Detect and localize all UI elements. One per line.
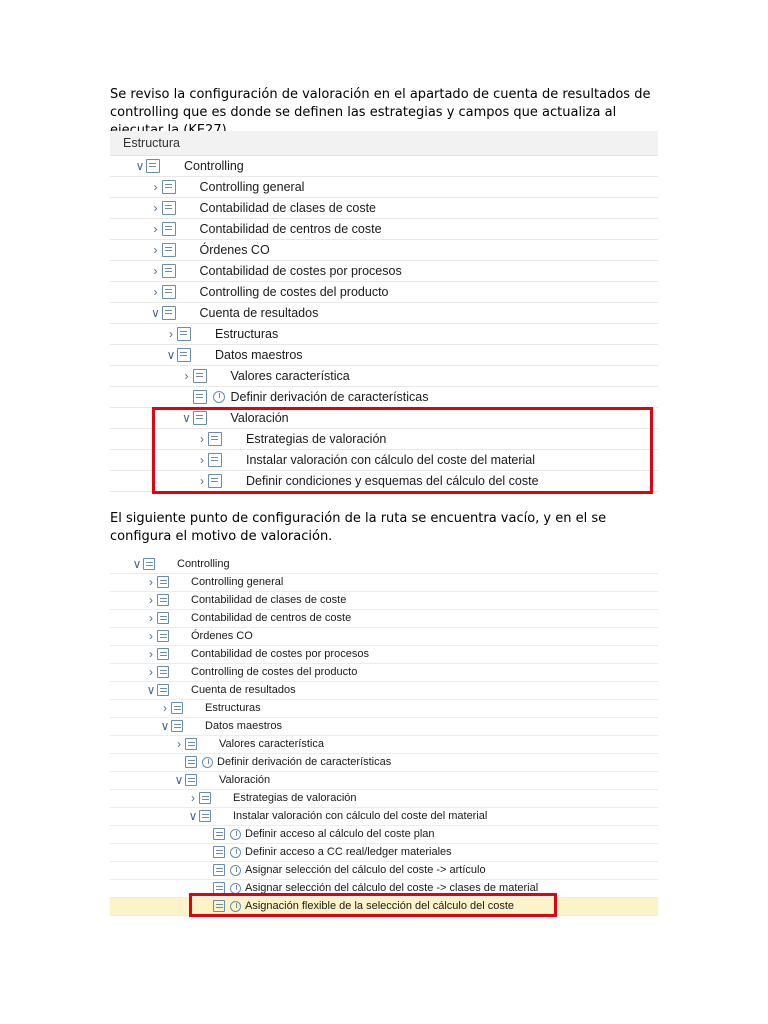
tree-node-label: Asignar selección del cálculo del coste -> clases de material [245,882,539,894]
tree-node[interactable] [110,387,658,408]
folder-doc-icon [157,576,169,588]
tree-node-label: Valoración [230,411,289,425]
tree-node-label: Contabilidad de clases de coste [199,201,377,215]
tree-node[interactable] [110,240,658,261]
tree-node-label: Valoración [219,774,271,786]
tree-node-label: Controlling de costes del producto [191,666,358,678]
tree-node[interactable] [110,610,658,628]
folder-doc-icon [185,738,197,750]
chevron-right-icon[interactable]: › [153,180,158,194]
tree-node[interactable] [110,366,658,387]
tree-node-label: Definir derivación de características [217,756,392,768]
chevron-down-icon[interactable]: ∨ [188,809,198,823]
tree-node[interactable] [110,282,658,303]
chevron-right-icon[interactable]: › [184,369,189,383]
tree-node-label: Estructuras [205,702,261,714]
intro-paragraph: Se reviso la configuración de valoración en el apartado de cuenta de resultados de controlling que es donde se definen las estrategias y campos que actualiza al [110,87,651,120]
tree-node[interactable] [110,219,658,240]
folder-doc-icon [193,369,207,383]
clock-icon [213,391,225,403]
folder-doc-icon [143,558,155,570]
chevron-down-icon[interactable]: ∨ [160,719,170,733]
tree-node-label: Controlling [184,159,244,173]
tree-node-label: Estructuras [215,327,279,341]
folder-doc-icon [157,648,169,660]
chevron-right-icon[interactable]: › [149,575,153,589]
tree-node[interactable] [110,556,658,574]
folder-doc-icon [162,306,176,320]
tree-node[interactable] [110,261,658,282]
chevron-right-icon[interactable]: › [149,593,153,607]
folder-doc-icon [157,612,169,624]
folder-doc-icon [162,201,176,215]
folder-doc-icon [162,285,176,299]
tree-2-rows [110,556,658,916]
tree-node[interactable] [110,646,658,664]
tree-node-label: Controlling general [199,180,305,194]
chevron-right-icon[interactable]: › [200,474,204,488]
clock-icon [230,865,241,876]
folder-doc-icon [193,390,207,404]
folder-doc-icon [157,594,169,606]
tree-node-label: Valores característica [219,738,324,750]
tree-node-label: Definir condiciones y esquemas del cálculo del coste [246,474,539,488]
clock-icon [202,757,213,768]
folder-doc-icon [213,828,225,840]
folder-doc-icon [157,666,169,678]
clock-icon [230,847,241,858]
asignacion-flexible-highlight-box [189,893,557,917]
tree-node[interactable] [110,718,658,736]
tree-node-label: Asignar selección del cálculo del coste -> artículo [245,864,486,876]
chevron-right-icon[interactable]: › [200,432,204,446]
folder-doc-icon [162,243,176,257]
tree-node-label: Asignación flexible de la selección del cálculo del coste [245,900,515,912]
chevron-down-icon[interactable]: ∨ [182,411,191,425]
tree-node-label: Contabilidad de centros de coste [191,612,352,624]
tree-node-label: Estrategias de valoración [246,432,387,446]
tree-node[interactable] [110,736,658,754]
tree-node-label: Definir acceso al cálculo del coste plan [245,828,435,840]
tree-node-label: Contabilidad de clases de coste [191,594,347,606]
tree-node-label: Valores característica [230,369,350,383]
tree-node-label: Contabilidad de costes por procesos [191,648,369,660]
folder-doc-icon [199,792,211,804]
chevron-right-icon[interactable]: › [200,453,204,467]
chevron-right-icon[interactable]: › [149,665,153,679]
tree-node[interactable] [110,844,658,862]
tree-node[interactable] [110,156,658,177]
tree-node-label: Controlling general [191,576,284,588]
chevron-down-icon[interactable]: ∨ [146,683,156,697]
tree-node-label: Órdenes CO [191,630,253,642]
sap-tree-screenshot-2 [110,556,658,918]
chevron-right-icon[interactable]: › [153,222,158,236]
tree-node-label: Controlling de costes del producto [199,285,389,299]
folder-doc-icon [199,810,211,822]
chevron-right-icon[interactable]: › [169,327,173,341]
folder-doc-icon [146,159,160,173]
valoracion-highlight-box [152,407,653,494]
chevron-down-icon[interactable]: ∨ [166,348,176,362]
tree-node-label: Estrategias de valoración [233,792,357,804]
folder-doc-icon [177,327,191,341]
chevron-right-icon[interactable]: › [153,264,158,278]
folder-doc-icon [157,684,169,696]
tree-node-label: Controlling [177,558,230,570]
tree-node-label: Instalar valoración con cálculo del coste del material [233,810,488,822]
chevron-right-icon[interactable]: › [149,629,153,643]
tree-node[interactable] [110,700,658,718]
tree-node[interactable] [110,628,658,646]
folder-doc-icon [171,720,183,732]
tree-node-label: Cuenta de resultados [191,684,296,696]
tree-node-label: Órdenes CO [199,243,270,257]
tree-node[interactable] [110,682,658,700]
folder-doc-icon [162,264,176,278]
chevron-right-icon[interactable]: › [191,791,195,805]
chevron-right-icon[interactable]: › [153,243,158,257]
folder-doc-icon [185,756,197,768]
chevron-right-icon[interactable]: › [163,701,167,715]
tree-node[interactable] [110,592,658,610]
second-paragraph: El siguiente punto de configuración de la ruta se encuentra vacío, y en el se configura el motivo de valoración. [110,511,607,544]
tree-node-label: Definir acceso a CC real/ledger materiales [245,846,452,858]
tree-node[interactable] [110,198,658,219]
tree-header: Estructura [110,131,658,156]
folder-doc-icon [177,348,191,362]
folder-doc-icon [171,702,183,714]
chevron-down-icon[interactable]: ∨ [132,557,142,571]
chevron-down-icon[interactable]: ∨ [174,773,184,787]
chevron-down-icon[interactable]: ∨ [135,159,145,173]
folder-doc-icon [185,774,197,786]
folder-doc-icon [162,180,176,194]
folder-doc-icon [213,846,225,858]
chevron-right-icon[interactable]: › [149,611,153,625]
tree-node[interactable] [110,177,658,198]
tree-node[interactable] [110,862,658,880]
chevron-right-icon[interactable]: › [153,201,158,215]
folder-doc-icon [162,222,176,236]
tree-node-label: Instalar valoración con cálculo del coste del material [246,453,536,467]
tree-node[interactable] [110,345,658,366]
tree-node[interactable] [110,808,658,826]
tree-node-label: Cuenta de resultados [199,306,319,320]
clock-icon [230,829,241,840]
tree-node[interactable] [110,664,658,682]
chevron-right-icon[interactable]: › [177,737,181,751]
tree-node[interactable] [110,772,658,790]
chevron-right-icon[interactable]: › [149,647,153,661]
tree-node[interactable] [110,826,658,844]
chevron-down-icon[interactable]: ∨ [151,306,160,320]
tree-node-label: Definir derivación de características [230,390,429,404]
tree-node[interactable] [110,324,658,345]
folder-doc-icon [213,864,225,876]
tree-node-label: Datos maestros [215,348,303,362]
tree-node[interactable] [110,574,658,592]
tree-node-label: Datos maestros [205,720,283,732]
tree-node-label: Contabilidad de costes por procesos [199,264,402,278]
folder-doc-icon [157,630,169,642]
chevron-right-icon[interactable]: › [153,285,158,299]
tree-node-label: Contabilidad de centros de coste [199,222,382,236]
tree-node[interactable] [110,303,658,324]
tree-node[interactable] [110,754,658,772]
tree-node[interactable] [110,790,658,808]
